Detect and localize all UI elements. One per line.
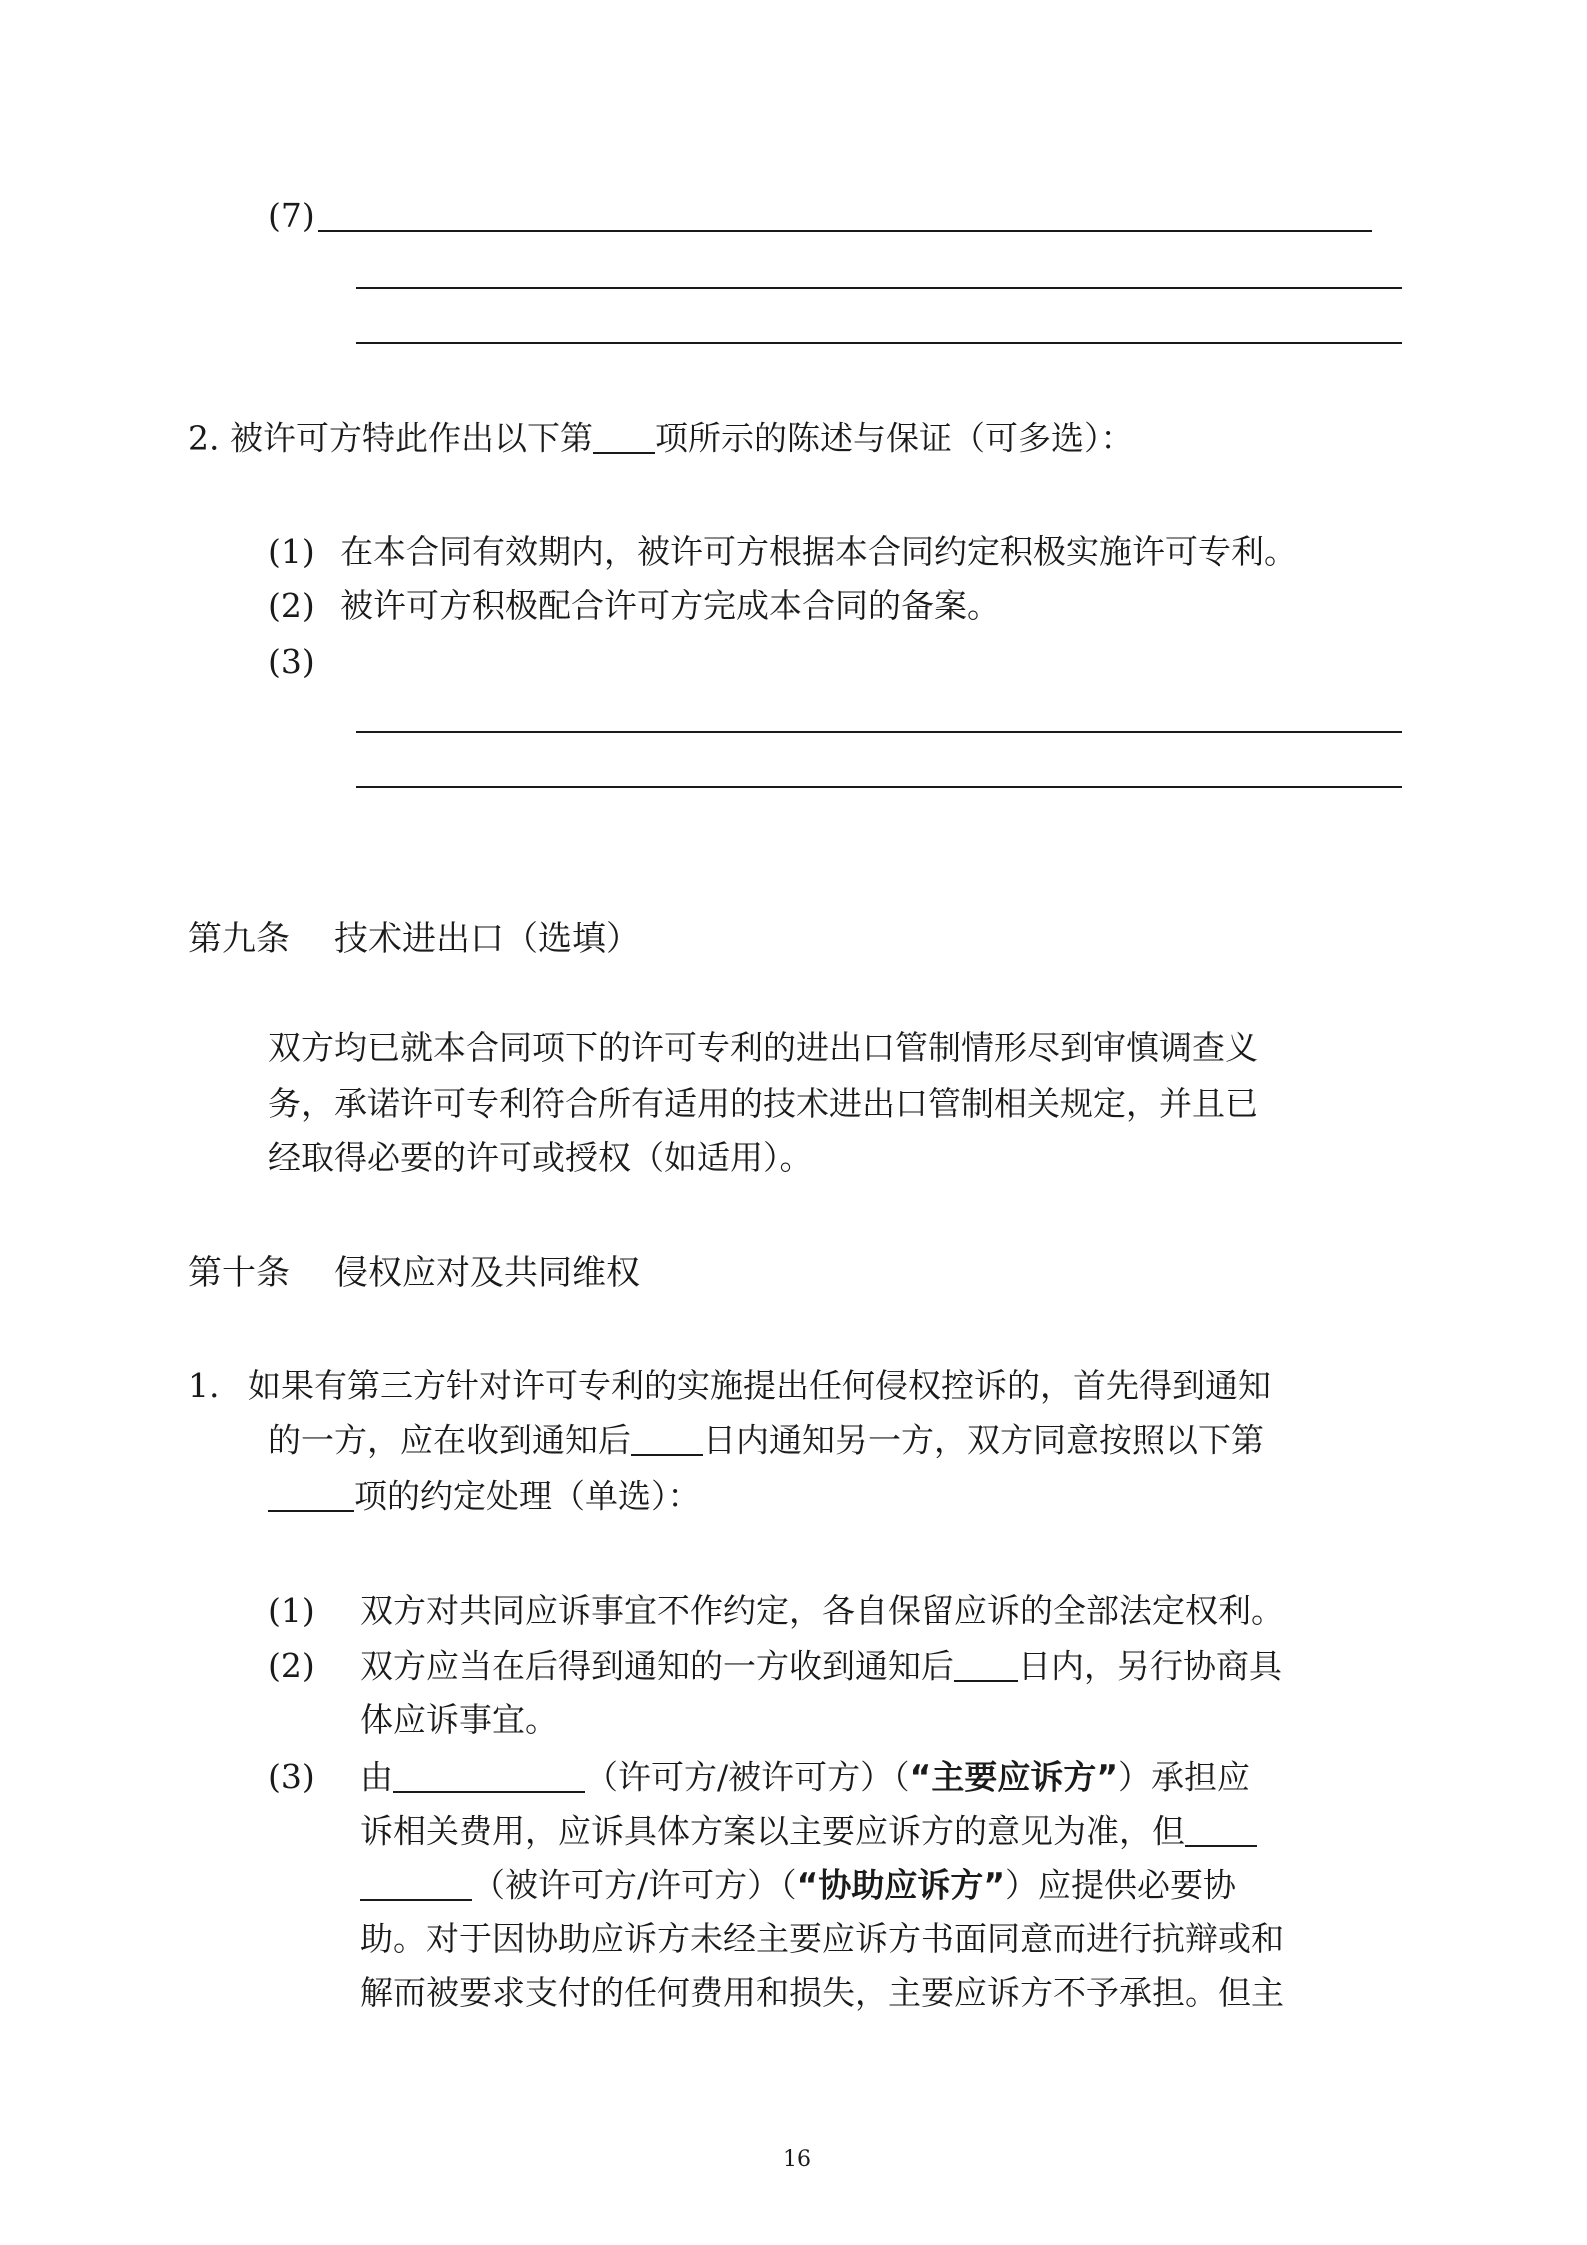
article-9-heading: 第九条 技术进出口（选填） <box>188 919 640 959</box>
paragraph-line: 的一方，应在收到通知后 日内通知另一方，双方同意按照以下第 <box>268 1420 1264 1460</box>
blank-line <box>318 230 1372 232</box>
page-number: 16 <box>783 2147 811 2172</box>
option-marker: (1) <box>268 1591 315 1630</box>
option-text: 诉相关费用，应诉具体方案以主要应诉方的意见为准，但 <box>360 1814 1257 1847</box>
section-2-heading: 2. 被许可方特此作出以下第 项所示的陈述与保证（可多选）： <box>188 418 1134 458</box>
blank-field <box>393 1760 585 1793</box>
blank-field <box>631 1423 703 1456</box>
option-text: （被许可方/许可方）（“协助应诉方”）应提供必要协 <box>360 1868 1236 1901</box>
option-text: 解而被要求支付的任何费用和损失，主要应诉方不予承担。但主 <box>360 1973 1284 2012</box>
option-text: 双方对共同应诉事宜不作约定，各自保留应诉的全部法定权利。 <box>360 1591 1284 1630</box>
list-item-text: 被许可方积极配合许可方完成本合同的备案。 <box>340 586 1000 625</box>
blank-line <box>356 786 1402 788</box>
option-text: 助。对于因协助应诉方未经主要应诉方书面同意而进行抗辩或和 <box>360 1919 1284 1958</box>
paragraph-line: 双方均已就本合同项下的许可专利的进出口管制情形尽到审慎调查义 <box>268 1028 1258 1067</box>
clause-marker: 1. <box>188 1366 220 1405</box>
blank-field <box>268 1479 354 1512</box>
option-marker: (2) <box>268 1646 315 1685</box>
blank-line <box>356 731 1402 733</box>
article-10-heading: 第十条 侵权应对及共同维权 <box>188 1253 640 1293</box>
blank-field <box>593 421 655 454</box>
list-item-text: 在本合同有效期内，被许可方根据本合同约定积极实施许可专利。 <box>340 532 1297 571</box>
option-marker: (3) <box>268 1757 315 1796</box>
list-marker: (7) <box>268 196 315 235</box>
paragraph-line: 经取得必要的许可或授权（如适用）。 <box>268 1138 813 1177</box>
paragraph-line: 如果有第三方针对许可专利的实施提出任何侵权控诉的，首先得到通知 <box>248 1366 1271 1405</box>
blank-field <box>1185 1814 1257 1847</box>
list-marker: (1) <box>268 532 315 571</box>
option-text: 由 （许可方/被许可方）（“主要应诉方”）承担应 <box>360 1757 1251 1797</box>
blank-line <box>356 287 1402 289</box>
blank-line <box>356 342 1402 344</box>
option-text: 双方应当在后得到通知的一方收到通知后 日内，另行协商具 <box>360 1646 1282 1686</box>
option-text: 体应诉事宜。 <box>360 1700 558 1739</box>
paragraph-line: 项的约定处理（单选）： <box>268 1479 701 1512</box>
paragraph-line: 务，承诺许可专利符合所有适用的技术进出口管制相关规定，并且已 <box>268 1084 1258 1123</box>
list-marker: (2) <box>268 586 315 625</box>
blank-field <box>360 1868 472 1901</box>
blank-field <box>954 1649 1018 1682</box>
list-marker: (3) <box>268 642 315 681</box>
